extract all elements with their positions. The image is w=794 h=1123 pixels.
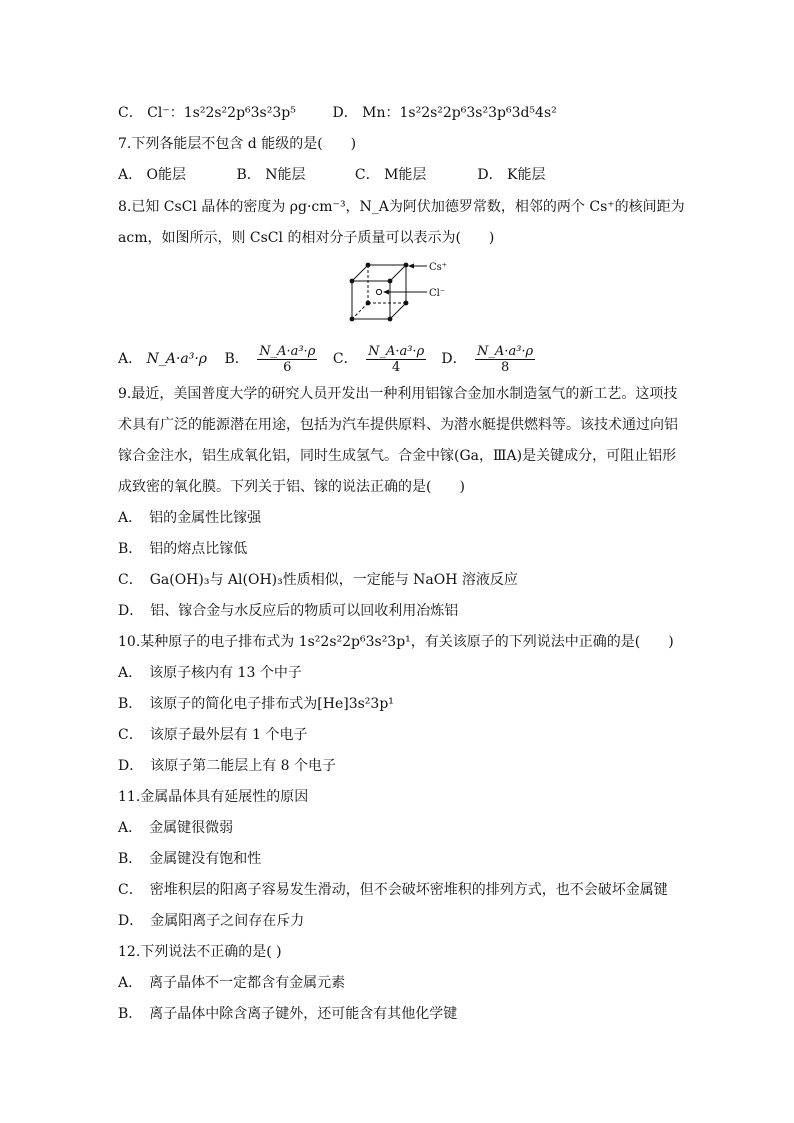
cube-front-face — [352, 281, 390, 319]
cs-label: Cs⁺ — [429, 262, 448, 273]
q9-option-d: D． 铝、镓合金与水反应后的物质可以回收利用冶炼铝 — [118, 603, 459, 619]
q9-stem-line2: 术具有广泛的能源潜在用途，包括为汽车提供原料、为潜水艇提供燃料等。该技术通过向铝 — [118, 417, 678, 433]
cs-atom — [366, 263, 371, 268]
q8-option-c: C． $\frac{\text{N\_A·a³·ρ}}{4}$ — [332, 343, 425, 375]
q8-option-a: A． N_A·a³·ρ — [118, 351, 208, 367]
cs-atom — [388, 279, 393, 284]
q6-options-row — [118, 103, 557, 123]
cs-atom — [388, 317, 393, 322]
q6-option-c: C． Cl⁻：1s²2s²2p⁶3s²3p⁵ — [118, 105, 296, 121]
q9-stem-line3: 镓合金注水，铝生成氧化铝，同时生成氢气。合金中镓(Ga，ⅢA)是关键成分，可阻止铝形 — [118, 448, 677, 464]
q8-option-b: B． $\frac{\text{N\_A·a³·ρ}}{6}$ — [224, 343, 316, 375]
q10-option-c: C． 该原子最外层有 1 个电子 — [118, 727, 308, 743]
q10-stem: 10.某种原子的电子排布式为 1s²2s²2p⁶3s²3p¹，有关该原子的下列说法中正确的是( ) — [118, 634, 674, 650]
cs-atom — [404, 263, 409, 268]
cl-label: Cl⁻ — [429, 288, 446, 299]
cs-atom — [404, 301, 409, 306]
q9-stem-line4: 成致密的氧化膜。下列关于铝、镓的说法正确的是( ) — [118, 479, 465, 495]
q10-option-a: A． 该原子核内有 13 个中子 — [118, 665, 302, 681]
q12-stem: 12.下列说法不正确的是( ) — [118, 944, 282, 960]
q12-option-a: A． 离子晶体不一定都含有金属元素 — [118, 975, 346, 991]
q6-option-d: D． Mn：1s²2s²2p⁶3s²3p⁶3d⁵4s² — [332, 105, 557, 121]
q9-option-a: A． 铝的金属性比镓强 — [118, 510, 262, 526]
q7-option-b: B． N能层 — [236, 167, 306, 183]
q9-option-c: C． Ga(OH)₃与 Al(OH)₃性质相似，一定能与 NaOH 溶液反应 — [118, 572, 518, 588]
cl-atom — [376, 289, 381, 294]
q9-stem-line1: 9.最近，美国普度大学的研究人员开发出一种利用铝镓合金加水制造氢气的新工艺。这项技 — [118, 386, 678, 402]
cl-pointer-arrow — [383, 290, 389, 295]
q11-option-b: B． 金属键没有饱和性 — [118, 851, 262, 867]
q8-option-c-fraction: $\frac{\text{N\_A·a³·ρ}}{4}$ — [368, 343, 425, 375]
q8-stem-line2: acm，如图所示，则 CsCl 的相对分子质量可以表示为( ) — [118, 230, 495, 246]
q10-option-d: D． 该原子第二能层上有 8 个电子 — [118, 758, 337, 774]
q7-option-a: A． O能层 — [118, 167, 187, 183]
q8-stem-line1: 8.已知 CsCl 晶体的密度为 ρg·cm⁻³，N_A为阿伏加德罗常数，相邻的两个 Cs⁺的核间距为 — [118, 199, 685, 215]
cs-atom — [350, 279, 355, 284]
q7-stem: 7.下列各能层不包含 d 能级的是( ) — [118, 136, 357, 152]
cs-atom — [366, 301, 371, 306]
cs-pointer-arrow — [408, 264, 414, 269]
cube-edge — [352, 265, 368, 281]
q11-option-c: C． 密堆积层的阳离子容易发生滑动，但不会破坏密堆积的排列方式，也不会破坏金属键 — [118, 882, 668, 898]
q11-stem: 11.金属晶体具有延展性的原因 — [118, 789, 309, 805]
q7-option-c: C． M能层 — [354, 167, 427, 183]
q8-option-d-fraction: $\frac{\text{N\_A·a³·ρ}}{8}$ — [477, 343, 534, 375]
cscl-unit-cell-figure — [338, 258, 468, 326]
cube-edge-hidden — [352, 303, 368, 319]
q8-option-b-fraction: $\frac{\text{N\_A·a³·ρ}}{6}$ — [259, 343, 316, 375]
q9-option-b: B． 铝的熔点比镓低 — [118, 541, 248, 557]
cube-edge — [390, 265, 406, 281]
cube-edge — [390, 303, 406, 319]
q12-option-b: B． 离子晶体中除含离子键外，还可能含有其他化学键 — [118, 1006, 458, 1022]
q11-option-a: A． 金属键很微弱 — [118, 820, 234, 836]
q7-option-d: D． K能层 — [477, 167, 546, 183]
q11-option-d: D． 金属阳离子之间存在斥力 — [118, 913, 305, 929]
q8-option-d: D． $\frac{\text{N\_A·a³·ρ}}{8}$ — [441, 343, 534, 375]
q10-option-b: B． 该原子的简化电子排布式为[He]3s²3p¹ — [118, 696, 394, 712]
q7-options-row — [118, 165, 546, 185]
q8-options-row — [118, 340, 535, 378]
cs-atom — [350, 317, 355, 322]
